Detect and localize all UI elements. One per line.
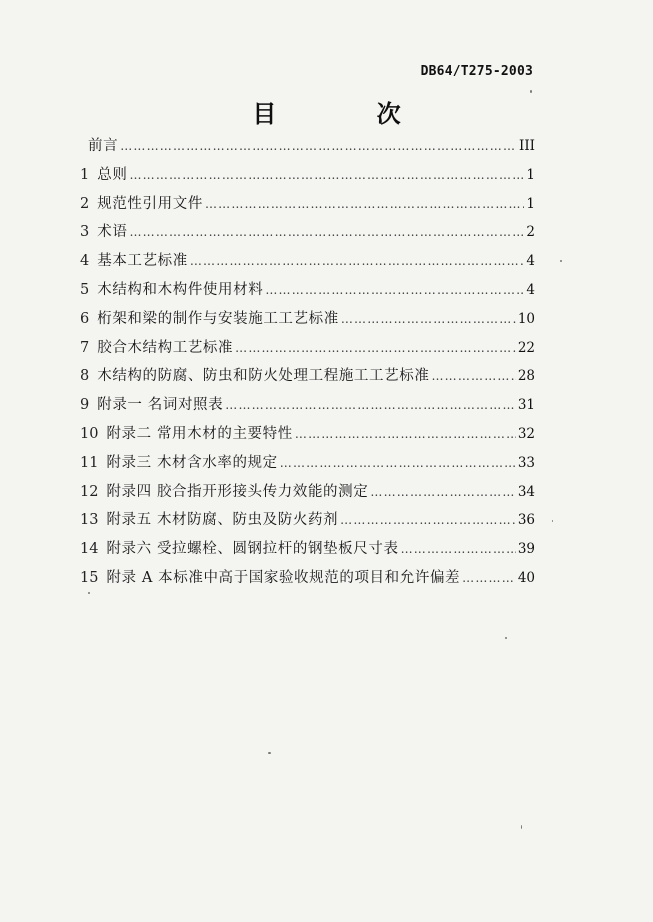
scan-speck bbox=[552, 520, 553, 522]
toc-entry-page: III bbox=[519, 138, 535, 154]
toc-entry-number: 8 bbox=[80, 368, 90, 385]
toc-entry-number: 4 bbox=[80, 253, 90, 270]
toc-entry-number: 11 bbox=[80, 454, 99, 471]
toc-entry-label: 前言 bbox=[88, 138, 119, 154]
toc-entry[interactable] bbox=[80, 249, 535, 278]
toc-entry-label: 胶合木结构工艺标准 bbox=[97, 339, 234, 356]
toc-entry-number: 2 bbox=[80, 195, 90, 212]
scan-speck bbox=[268, 752, 271, 754]
toc-entry-page: 33 bbox=[517, 454, 535, 471]
toc-entry-label: 附录二 常用木材的主要特性 bbox=[106, 425, 293, 442]
toc-entry-number: 1 bbox=[80, 166, 90, 183]
toc-entry-label: 附录五 木材防腐、防虫及防火药剂 bbox=[106, 512, 339, 529]
scan-speck bbox=[521, 825, 522, 829]
toc-dot-leader bbox=[295, 427, 516, 441]
toc-entry-label: 总则 bbox=[97, 166, 128, 183]
toc-dot-leader bbox=[401, 542, 516, 556]
toc-entry-label: 木结构的防腐、防虫和防火处理工程施工工艺标准 bbox=[97, 368, 430, 385]
toc-entry[interactable] bbox=[80, 220, 535, 249]
document-code: DB64/T275-2003 bbox=[420, 64, 533, 79]
toc-entry[interactable] bbox=[80, 336, 535, 365]
toc-entry[interactable] bbox=[80, 278, 535, 307]
toc-dot-leader bbox=[235, 341, 516, 355]
toc-dot-leader bbox=[431, 369, 515, 383]
toc-entry-page: 2 bbox=[526, 224, 535, 241]
scan-speck bbox=[530, 90, 532, 93]
toc-dot-leader bbox=[370, 485, 515, 499]
toc-entry-page: 39 bbox=[517, 541, 535, 558]
toc-entry-number: 12 bbox=[80, 483, 99, 500]
toc-dot-leader bbox=[129, 168, 524, 182]
toc-entry-number: 3 bbox=[80, 224, 90, 241]
toc-entry[interactable] bbox=[80, 508, 535, 537]
toc-entry-page: 36 bbox=[517, 512, 535, 529]
toc-entry-label: 桁架和梁的制作与安装施工工艺标准 bbox=[97, 310, 339, 327]
toc-entry-page: 40 bbox=[517, 569, 535, 586]
toc-dot-leader bbox=[225, 398, 516, 412]
toc-entry-number: 10 bbox=[80, 425, 99, 442]
toc-entry[interactable] bbox=[80, 422, 535, 451]
toc-entry-page: 4 bbox=[526, 281, 535, 298]
toc-entry-label: 附录一 名词对照表 bbox=[97, 397, 224, 414]
toc-entry[interactable] bbox=[80, 163, 535, 192]
toc-dot-leader bbox=[462, 571, 516, 585]
toc-entry-number: 9 bbox=[80, 397, 90, 414]
toc-entry-number: 13 bbox=[80, 512, 99, 529]
toc-entry-label: 附录三 木材含水率的规定 bbox=[106, 454, 278, 471]
toc-entry-page: 28 bbox=[517, 368, 535, 385]
toc-entry-foreword[interactable] bbox=[80, 134, 535, 163]
toc-dot-leader bbox=[129, 225, 524, 239]
toc-entry-page: 34 bbox=[517, 483, 535, 500]
toc-entry-label: 基本工艺标准 bbox=[97, 253, 188, 270]
toc-entry-page: 31 bbox=[517, 397, 535, 414]
toc-entry-page: 4 bbox=[526, 253, 535, 270]
toc-entry-page: 22 bbox=[517, 339, 535, 356]
toc-entry-number: 15 bbox=[80, 569, 99, 586]
toc-entry[interactable] bbox=[80, 566, 535, 595]
toc-entry[interactable] bbox=[80, 307, 535, 336]
toc-dot-leader bbox=[190, 254, 525, 268]
toc-dot-leader bbox=[340, 513, 516, 527]
toc-entry-label: 术语 bbox=[97, 224, 128, 241]
scan-speck bbox=[505, 637, 507, 639]
table-of-contents bbox=[80, 134, 535, 595]
toc-entry-number: 7 bbox=[80, 339, 90, 356]
page-title: 目 次 bbox=[252, 99, 447, 128]
toc-entry-number: 5 bbox=[80, 281, 90, 298]
toc-entry[interactable] bbox=[80, 537, 535, 566]
toc-dot-leader bbox=[265, 283, 524, 297]
toc-dot-leader bbox=[280, 456, 516, 470]
toc-entry[interactable] bbox=[80, 480, 535, 509]
toc-entry-page: 32 bbox=[517, 425, 535, 442]
toc-entry[interactable] bbox=[80, 364, 535, 393]
toc-dot-leader bbox=[120, 139, 517, 153]
toc-dot-leader bbox=[205, 197, 524, 211]
toc-entry-page: 1 bbox=[526, 195, 535, 212]
toc-entry-page: 10 bbox=[517, 310, 535, 327]
toc-entry[interactable] bbox=[80, 393, 535, 422]
toc-entry[interactable] bbox=[80, 451, 535, 480]
toc-dot-leader bbox=[341, 312, 516, 326]
toc-entry-number: 14 bbox=[80, 541, 99, 558]
toc-entry-label: 规范性引用文件 bbox=[97, 195, 203, 212]
toc-entry-number: 6 bbox=[80, 310, 90, 327]
toc-entry-label: 附录四 胶合指开形接头传力效能的测定 bbox=[106, 483, 369, 500]
toc-entry[interactable] bbox=[80, 192, 535, 221]
scan-speck bbox=[560, 260, 562, 262]
toc-entry-page: 1 bbox=[526, 166, 535, 183]
toc-entry-label: 附录 A 本标准中高于国家验收规范的项目和允许偏差 bbox=[106, 569, 461, 586]
toc-entry-label: 附录六 受拉螺栓、圆钢拉杆的钢垫板尺寸表 bbox=[106, 541, 399, 558]
scan-speck bbox=[88, 592, 90, 594]
toc-entry-label: 木结构和木构件使用材料 bbox=[97, 281, 264, 298]
